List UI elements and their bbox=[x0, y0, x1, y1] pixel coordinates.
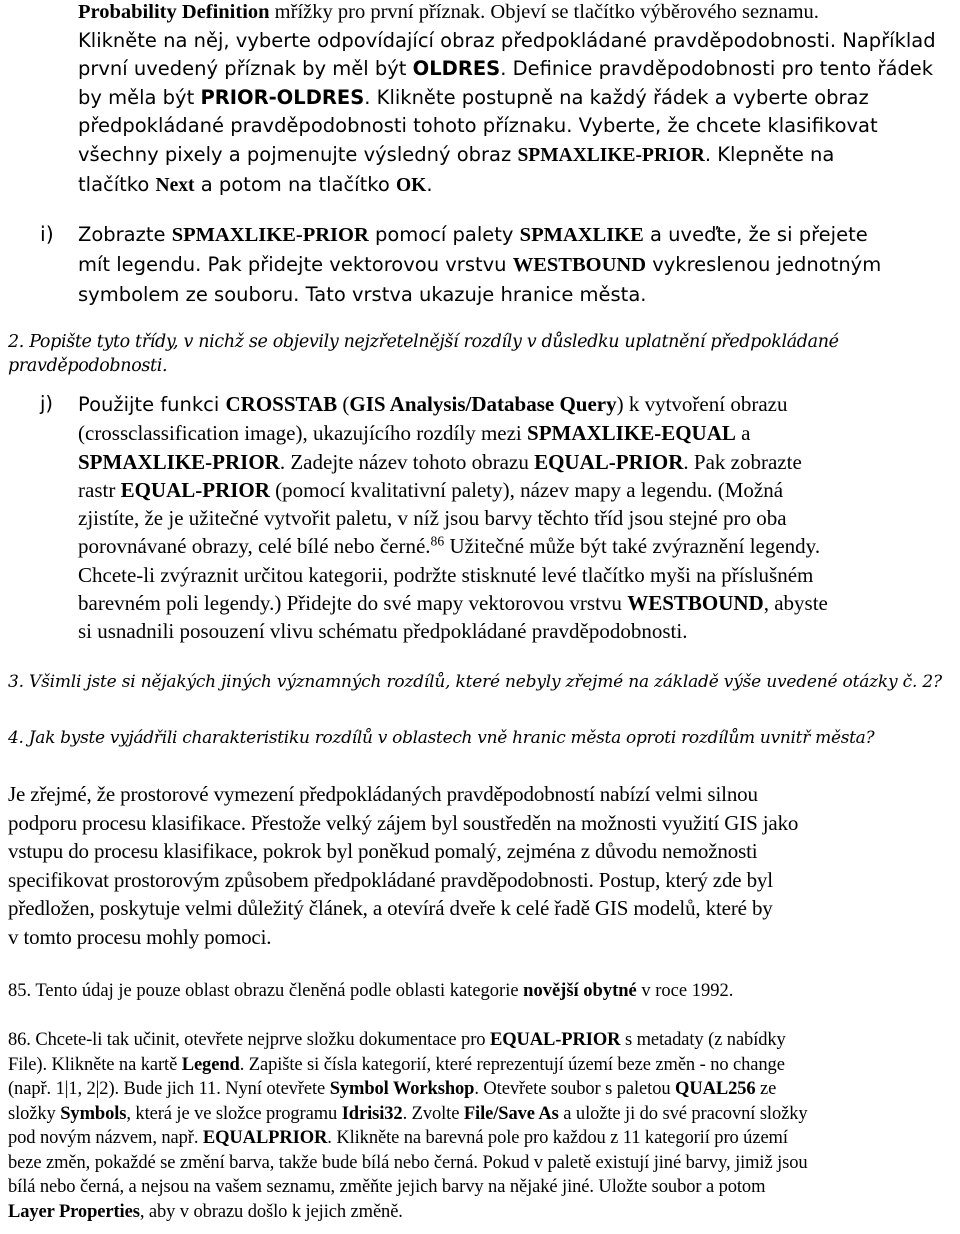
term-ok: OK bbox=[395, 174, 427, 196]
term-spmaxlike-prior: SPMAXLIKE-PRIOR bbox=[171, 224, 369, 246]
text-run: Chcete-li zvýraznit určitou kategorii, podržte stisknuté levé tlačítko myši na příslušném bbox=[78, 562, 814, 587]
text-line bbox=[78, 280, 881, 309]
term-legend: Legend bbox=[181, 1054, 240, 1075]
text-run: barevném poli legendy.) Přidejte do své mapy vektorovou vrstvu bbox=[78, 591, 628, 616]
text-line: beze změn, pokaždé se změní barva, takže bude bílá nebo černá. Pokud v paletě existují jiné barvy, jimiž jsou bbox=[8, 1152, 808, 1173]
text-line: v tomto procesu mohly pomoci. bbox=[8, 924, 272, 949]
term-qual256: QUAL256 bbox=[675, 1079, 756, 1099]
text-run: vykreslenou jednotným bbox=[646, 253, 882, 276]
text-line bbox=[8, 1102, 808, 1127]
text-run: . Pak zobrazte bbox=[683, 449, 802, 474]
text-line bbox=[78, 504, 828, 532]
text-run: tlačítko bbox=[78, 172, 156, 196]
list-marker-i: i) bbox=[40, 222, 54, 246]
text-run: . Klikněte na barevná pole pro každou z 11 kategorií pro území bbox=[327, 1128, 788, 1148]
text-line bbox=[78, 561, 828, 589]
text-run: rastr bbox=[78, 477, 121, 502]
text-line: specifikovat prostorovým způsobem předpokládané pravděpodobnosti. Postup, který zde byl bbox=[8, 867, 773, 892]
term-westbound: WESTBOUND bbox=[627, 591, 764, 616]
text-run: pod novým názvem, např. bbox=[8, 1128, 203, 1148]
text-run: . bbox=[426, 172, 433, 196]
text-line: vstupu do procesu klasifikace, pokrok byl poněkud pomalý, zejména z důvodu nemožnosti bbox=[8, 839, 758, 864]
text-run: mít legendu. Pak přidejte vektorovou vrstvu bbox=[78, 253, 513, 276]
text-run: . Klikněte postupně na každý řádek a vyberte obraz bbox=[364, 85, 869, 109]
term-file-save-as: File/Save As bbox=[463, 1103, 559, 1124]
text-run: Klikněte na něj, vyberte odpovídající obraz předpokládané pravděpodobnosti. Například bbox=[78, 28, 936, 52]
text-run: mřížky pro první příznak. Objeví se tlačítko výběrového seznamu. bbox=[269, 1, 819, 23]
text-line bbox=[78, 27, 936, 56]
term-layer-properties: Layer Properties bbox=[8, 1201, 140, 1222]
text-run: a uveďte, že si přejete bbox=[643, 223, 868, 246]
term-spmaxlike-equal: SPMAXLIKE-EQUAL bbox=[527, 421, 736, 446]
term-spmaxlike-prior: SPMAXLIKE-PRIOR bbox=[78, 449, 280, 474]
text-run: všechny pixely a pojmenujte výsledný obraz bbox=[78, 142, 518, 166]
text-line bbox=[78, 589, 828, 617]
term-idrisi32: Idrisi32 bbox=[341, 1103, 403, 1124]
text-line bbox=[78, 84, 936, 113]
text-line bbox=[78, 419, 828, 447]
text-run: první uvedený příznak by měl být bbox=[78, 57, 413, 81]
text-run: v roce 1992. bbox=[636, 981, 734, 1001]
text-line bbox=[78, 171, 936, 201]
text-line bbox=[8, 1077, 808, 1102]
term-spmaxlike: SPMAXLIKE bbox=[519, 224, 644, 246]
text-run: zjistíte, že je užitečné vytvořit paletu, v níž jsou barvy těchto tříd jsou stejné pro oba bbox=[78, 506, 787, 531]
text-line: předložen, poskytuje velmi důležitý článek, a otevírá dveře k celé řadě GIS modelů, které by bbox=[8, 896, 773, 921]
text-run: . Otevřete soubor s paletou bbox=[474, 1079, 676, 1099]
text-run: složky bbox=[8, 1103, 61, 1124]
term-westbound: WESTBOUND bbox=[512, 254, 647, 276]
footnote-ref-86: 86 bbox=[430, 533, 445, 549]
term-prior-oldres: PRIOR-OLDRES bbox=[200, 85, 365, 109]
term-gis-analysis-database-query: GIS Analysis/Database Query bbox=[349, 392, 617, 416]
text-run: . Klepněte na bbox=[704, 142, 835, 166]
footnote-85 bbox=[8, 979, 733, 1003]
text-line: Je zřejmé, že prostorové vymezení předpokládaných pravděpodobností nabízí velmi silnou bbox=[8, 782, 758, 806]
text-run: . Definice pravděpodobnosti pro tento řádek bbox=[500, 57, 934, 81]
text-line bbox=[8, 1053, 808, 1078]
term-oldres: OLDRES bbox=[412, 57, 501, 81]
text-run: File). Klikněte na kartě bbox=[8, 1054, 182, 1075]
text-run: ( bbox=[337, 392, 350, 416]
text-run: , abyste bbox=[763, 591, 828, 616]
text-line bbox=[8, 1200, 808, 1225]
term-equal-prior: EQUAL-PRIOR bbox=[534, 449, 684, 474]
text-line bbox=[78, 0, 936, 27]
text-line bbox=[78, 448, 828, 476]
text-line bbox=[8, 1126, 808, 1151]
text-line bbox=[8, 1028, 808, 1053]
text-run: Zobrazte bbox=[78, 223, 172, 246]
text-line bbox=[78, 220, 881, 250]
text-run: porovnávané obrazy, celé bílé nebo černé. bbox=[78, 534, 431, 559]
text-line bbox=[78, 250, 881, 280]
question-3: 3. Všimli jste si nějakých jiných významných rozdílů, které nebyly zřejmé na základě výše uvedené otázky č. 2? bbox=[8, 672, 942, 692]
text-run: . Zvolte bbox=[402, 1103, 464, 1124]
text-run: Užitečné může být také zvýraznění legendy. bbox=[444, 534, 821, 559]
term-probability-definition: Probability Definition bbox=[78, 1, 270, 23]
text-run: (pomocí kvalitativní palety), název mapy a legendu. (Možná bbox=[269, 477, 784, 502]
term-next: Next bbox=[155, 174, 195, 196]
text-run: (crossclassification image), ukazujícího rozdíly mezi bbox=[78, 421, 528, 446]
text-run: si usnadnili posouzení vlivu schématu předpokládané pravděpodobnosti. bbox=[78, 619, 688, 644]
text-line: bílá nebo černá, a nejsou na vašem seznamu, změňte jejich barvy na nějaké jiné. Uložte soubor a potom bbox=[8, 1177, 766, 1197]
text-run: ) k vytvoření obrazu bbox=[616, 392, 788, 416]
text-line bbox=[78, 617, 828, 645]
text-run: a uložte ji do své pracovní složky bbox=[558, 1103, 808, 1124]
text-line bbox=[78, 390, 828, 419]
question-4: 4. Jak byste vyjádřili charakteristiku rozdílů v oblastech vně hranic města oproti rozdílům uvnitř města? bbox=[8, 728, 875, 748]
text-run: a bbox=[735, 421, 751, 446]
term-equal-prior: EQUAL-PRIOR bbox=[120, 477, 270, 502]
text-line bbox=[78, 476, 828, 504]
text-run: . Zadejte název tohoto obrazu bbox=[279, 449, 535, 474]
text-run: symbolem ze souboru. Tato vrstva ukazuje hranice města. bbox=[78, 283, 647, 306]
text-run: by měla být bbox=[78, 85, 201, 109]
text-run: ze bbox=[755, 1079, 777, 1099]
text-run: , která je ve složce programu bbox=[126, 1103, 342, 1124]
text-line bbox=[8, 979, 733, 1003]
list-marker-j: j) bbox=[40, 392, 54, 415]
term-spmaxlike-prior: SPMAXLIKE-PRIOR bbox=[517, 144, 705, 166]
text-run: (např. 1|1, 2|2). Bude jich 11. Nyní otevřete bbox=[8, 1079, 330, 1099]
text-run: 86. Chcete-li tak učinit, otevřete nejprve složku dokumentace pro bbox=[8, 1030, 490, 1050]
term-equalprior: EQUALPRIOR bbox=[202, 1128, 328, 1148]
term-equal-prior: EQUAL-PRIOR bbox=[489, 1030, 621, 1050]
footnote-86 bbox=[8, 1028, 808, 1224]
text-run: a potom na tlačítko bbox=[194, 172, 396, 196]
text-run: předpokládané pravděpodobnosti tohoto příznaku. Vyberte, že chcete klasifikovat bbox=[78, 114, 878, 138]
instruction-item-i bbox=[78, 220, 881, 309]
term-crosstab: CROSSTAB bbox=[225, 392, 338, 416]
instruction-paragraph-probability bbox=[78, 0, 936, 200]
question-2: 2. Popište tyto třídy, v nichž se objevily nejzřetelnější rozdíly v důsledku uplatnění předpokládané pravděpodobnosti. bbox=[8, 332, 839, 376]
term-symbols: Symbols bbox=[60, 1103, 127, 1124]
instruction-item-j bbox=[78, 390, 828, 646]
text-line bbox=[78, 532, 828, 560]
text-run: pomocí palety bbox=[368, 223, 520, 246]
conclusion-paragraph bbox=[8, 780, 798, 952]
text-line bbox=[78, 112, 936, 141]
term-novejsi-obytne: novější obytné bbox=[523, 981, 637, 1001]
text-line bbox=[78, 141, 936, 171]
text-run: s metadaty (z nabídky bbox=[620, 1030, 786, 1050]
term-symbol-workshop: Symbol Workshop bbox=[329, 1079, 475, 1099]
text-run: , aby v obrazu došlo k jejich změně. bbox=[139, 1201, 403, 1222]
text-run: 85. Tento údaj je pouze oblast obrazu členěná podle oblasti kategorie bbox=[8, 981, 524, 1001]
text-run: Použijte funkci bbox=[78, 393, 226, 416]
text-line: podporu procesu klasifikace. Přestože velký zájem byl soustředěn na možnosti využití GIS jako bbox=[8, 810, 799, 835]
text-line bbox=[78, 55, 936, 84]
text-run: . Zapište si čísla kategorií, které reprezentují území beze změn - no change bbox=[239, 1054, 785, 1075]
